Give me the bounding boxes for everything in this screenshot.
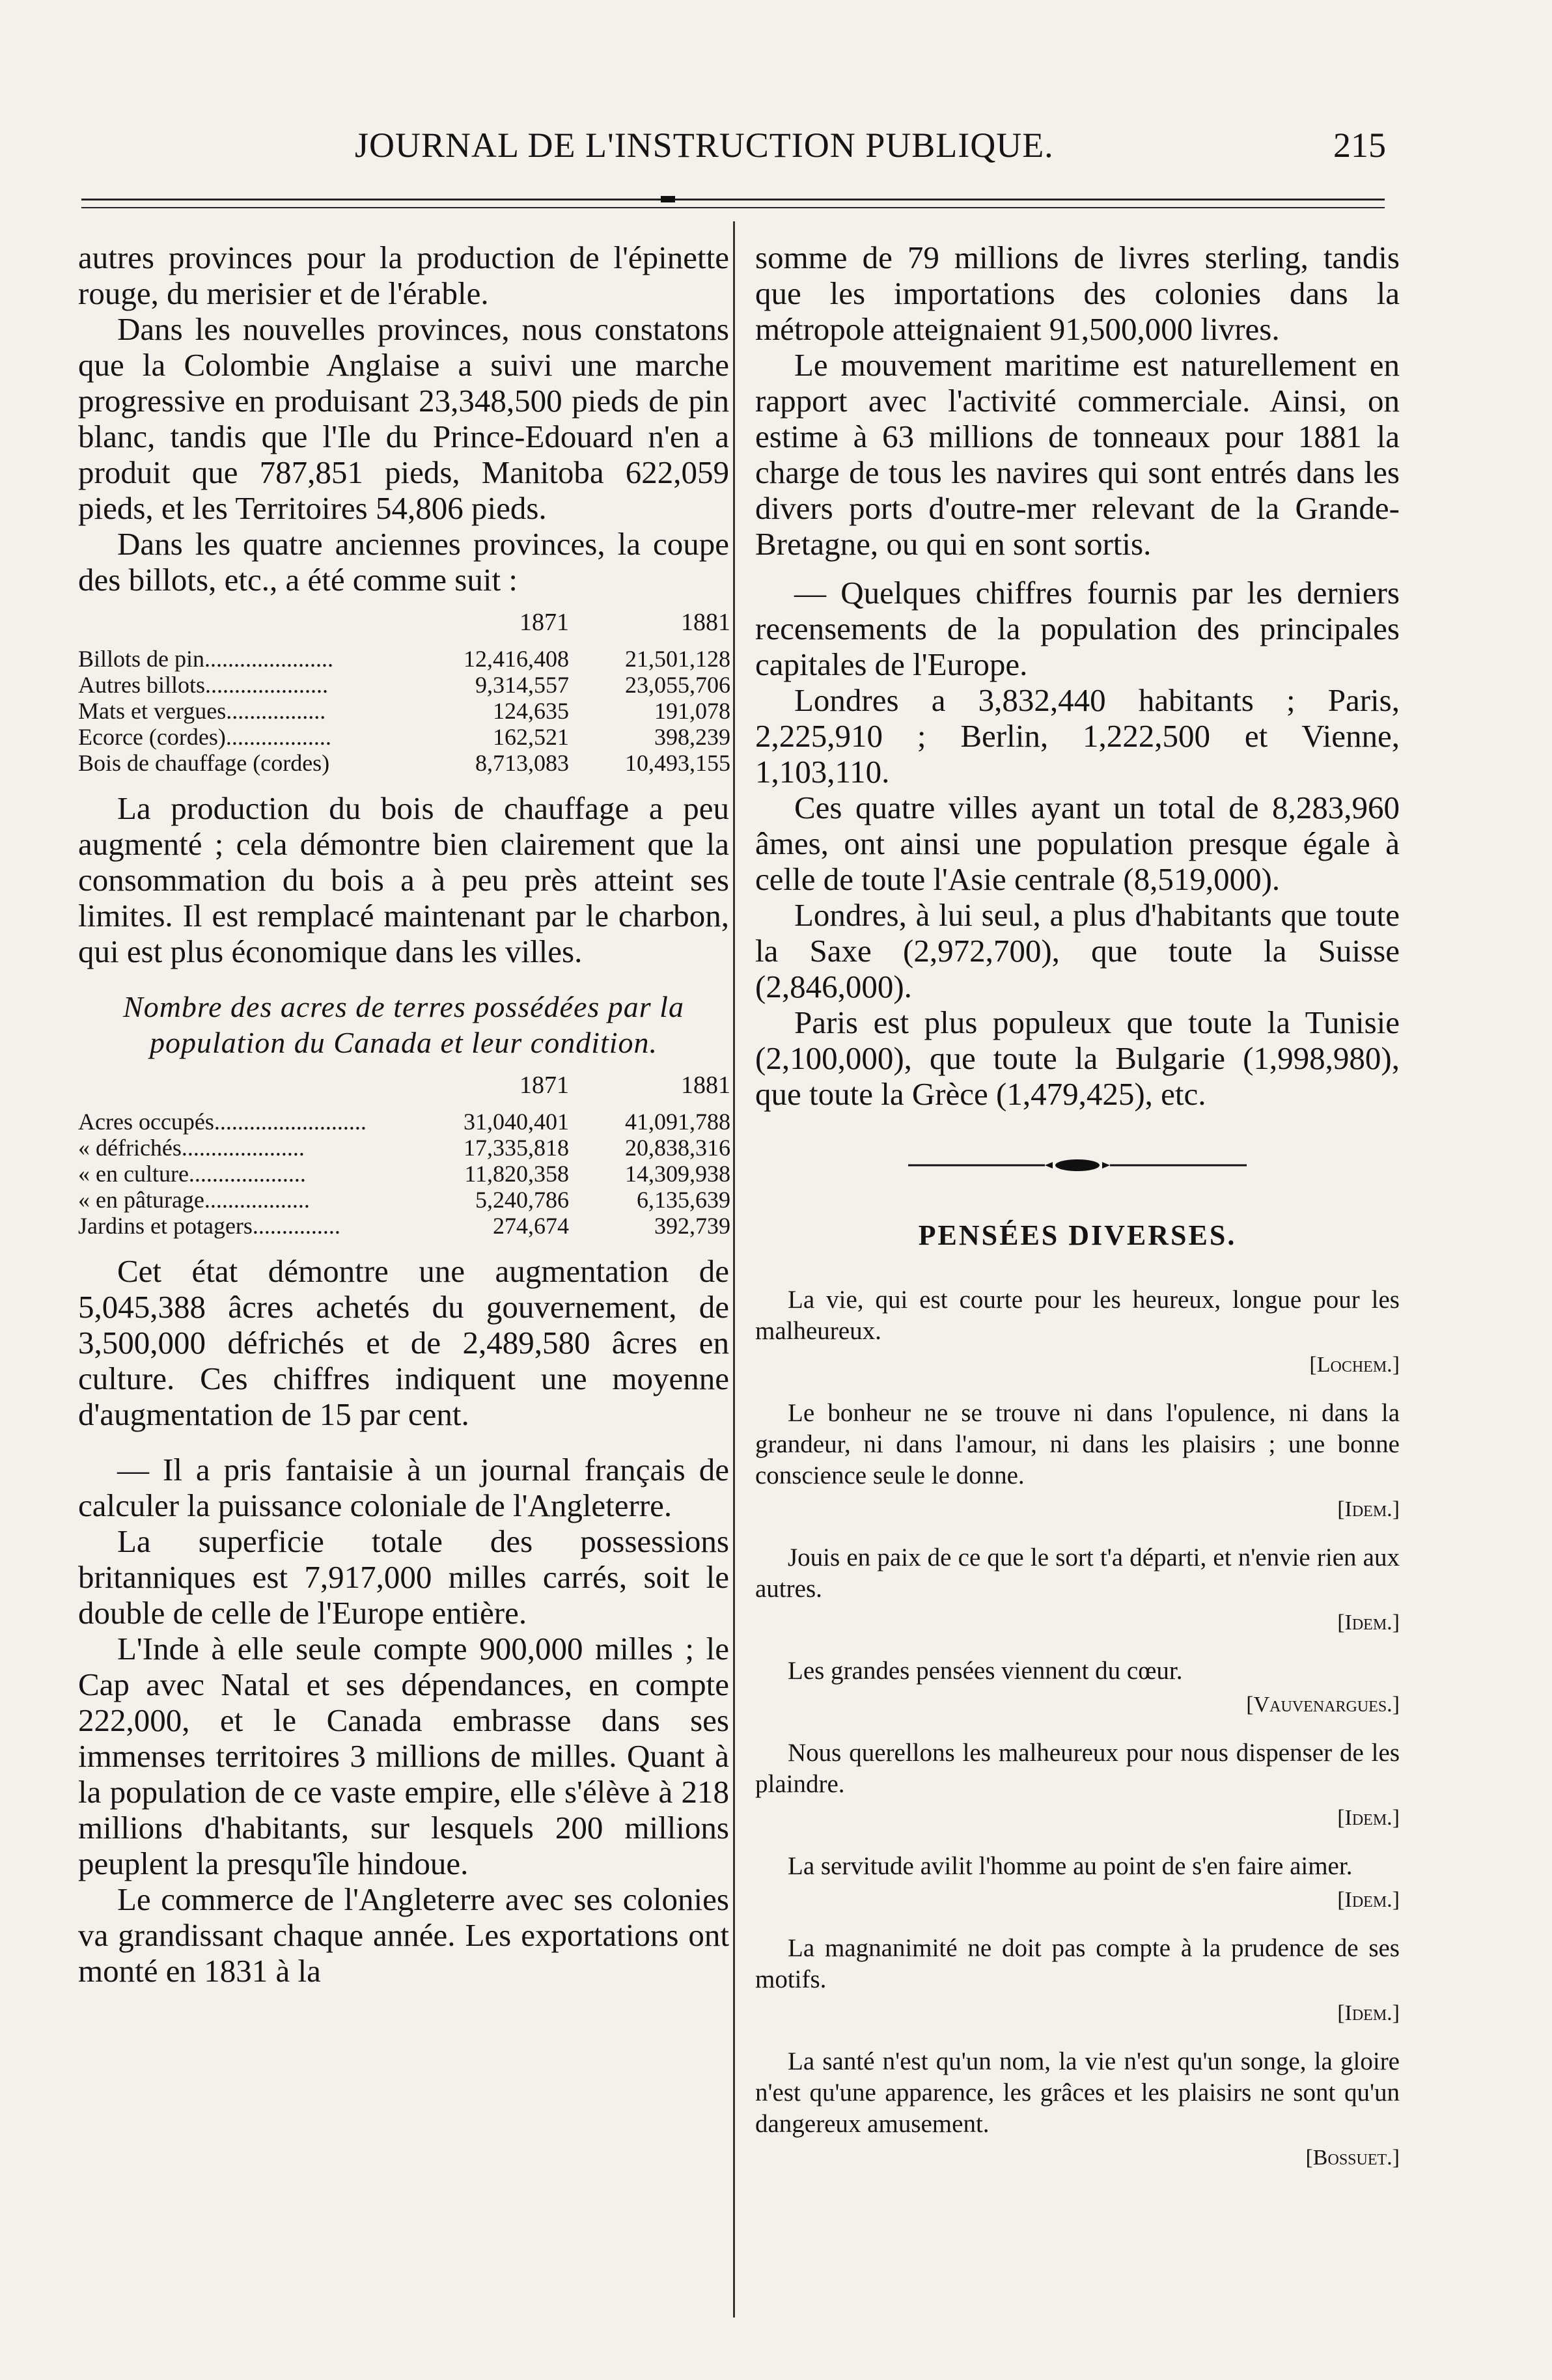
table-row xyxy=(78,1161,736,1187)
running-title: JOURNAL DE L'INSTRUCTION PUBLIQUE. xyxy=(355,126,1054,165)
quote-text: Nous querellons les malheureux pour nous dispenser de les plaindre. xyxy=(755,1739,1400,1798)
quote-text: La vie, qui est courte pour les heureux, longue pour les malheureux. xyxy=(755,1286,1400,1345)
rule-ornament xyxy=(661,196,675,202)
cell-1881: 398,239 xyxy=(654,724,730,750)
cell-1871: 5,240,786 xyxy=(475,1187,569,1213)
quote-source: [Bossuet.] xyxy=(1305,2146,1400,2170)
table-header-row xyxy=(78,1070,736,1109)
paragraph: L'Inde à elle seule compte 900,000 milles ; le Cap avec Natal et ses dépendances, en compte 222,000, et le Canada embrasse dans ses immenses territoires 3 millions de milles. Quant à la population de ce vaste empire, elle s'élève à 218 millions d'habitants, sur lesquels 200 millions peuplent la presqu'île hindoue. xyxy=(78,1631,729,1881)
row-label: « défrichés..................... xyxy=(78,1135,305,1161)
quote xyxy=(755,1737,1400,1833)
quote xyxy=(755,2046,1400,2172)
page-header xyxy=(0,125,1552,184)
year-header: 1871 xyxy=(520,1072,569,1099)
header-rule-thin xyxy=(81,207,1385,208)
paragraph: Dans les quatre anciennes provinces, la coupe des billots, etc., a été comme suit : xyxy=(78,526,729,598)
quote xyxy=(755,1851,1400,1915)
quote-text: Les grandes pensées viennent du cœur. xyxy=(788,1657,1183,1685)
row-label: Ecorce (cordes).................. xyxy=(78,724,331,750)
row-label: « en pâturage.................. xyxy=(78,1187,310,1213)
paragraph: — Quelques chiffres fournis par les derniers recensements de la population des principales capitales de l'Europe. xyxy=(755,575,1400,682)
table-header-spacer xyxy=(78,607,413,646)
page-number: 215 xyxy=(1333,126,1386,165)
row-label: Billots de pin...................... xyxy=(78,646,334,672)
paragraph: — Il a pris fantaisie à un journal français de calculer la puissance coloniale de l'Angleterre. xyxy=(78,1452,729,1523)
cell-1871: 274,674 xyxy=(493,1213,569,1239)
cell-1881: 392,739 xyxy=(654,1213,730,1239)
cell-1871: 8,713,083 xyxy=(475,750,569,776)
quote xyxy=(755,1933,1400,2028)
paragraph: Londres, à lui seul, a plus d'habitants que toute la Saxe (2,972,700), que toute la Suisse (2,846,000). xyxy=(755,897,1400,1004)
quote-source: [Idem.] xyxy=(1337,1497,1400,1521)
right-column xyxy=(755,240,1400,2191)
paragraph: Cet état démontre une augmentation de 5,045,388 âcres achetés du gouvernement, de 3,500,000 défrichés et de 2,489,580 âcres en culture. Ces chiffres indiquent une moyenne d'augmentation de 15 par cent. xyxy=(78,1253,729,1432)
quote-source: [Vauvenargues.] xyxy=(1246,1693,1400,1717)
row-label: Mats et vergues................. xyxy=(78,698,326,724)
year-header: 1871 xyxy=(520,609,569,636)
table-header-row xyxy=(78,607,736,646)
cell-1871: 9,314,557 xyxy=(475,672,569,698)
acreage-table xyxy=(78,1070,736,1239)
quote xyxy=(755,1284,1400,1379)
quote-text: La magnanimité ne doit pas compte à la prudence de ses motifs. xyxy=(755,1934,1400,1993)
paragraph: Paris est plus populeux que toute la Tunisie (2,100,000), que toute la Bulgarie (1,998,980), que toute la Grèce (1,479,425), etc. xyxy=(755,1004,1400,1112)
quote xyxy=(755,1398,1400,1524)
quote-source: [Lochem.] xyxy=(1309,1353,1400,1377)
cell-1871: 31,040,401 xyxy=(464,1109,569,1135)
table-row xyxy=(78,698,736,724)
paragraph: Ces quatre villes ayant un total de 8,283,960 âmes, ont ainsi une population presque égale à celle de toute l'Asie centrale (8,519,000). xyxy=(755,790,1400,897)
quote-text: Le bonheur ne se trouve ni dans l'opulence, ni dans la grandeur, ni dans l'amour, ni dans les plaisirs ; une bonne conscience seule le donne. xyxy=(755,1399,1400,1489)
cell-1881: 41,091,788 xyxy=(625,1109,730,1135)
quote-source: [Idem.] xyxy=(1337,2001,1400,2025)
table-row xyxy=(78,750,736,776)
timber-table xyxy=(78,607,736,776)
row-label: Bois de chauffage (cordes) xyxy=(78,750,330,776)
paragraph: autres provinces pour la production de l'épinette rouge, du merisier et de l'érable. xyxy=(78,240,729,311)
cell-1871: 124,635 xyxy=(493,698,569,724)
column-divider xyxy=(733,221,735,2318)
row-label: Autres billots..................... xyxy=(78,672,328,698)
table-caption: Nombre des acres de terres possédées par la population du Canada et leur condition. xyxy=(123,990,684,1059)
row-label: Jardins et potagers............... xyxy=(78,1213,340,1239)
paragraph: Dans les nouvelles provinces, nous constatons que la Colombie Anglaise a suivi une marche progressive en produisant 23,348,500 pieds de pin blanc, tandis que l'Ile du Prince-Edouard n'en a produit que 787,851 pieds, Manitoba 622,059 pieds, et les Territoires 54,806 pieds. xyxy=(78,311,729,526)
year-header: 1881 xyxy=(681,609,730,636)
cell-1881: 191,078 xyxy=(654,698,730,724)
row-label: « en culture.................... xyxy=(78,1161,306,1187)
quote-text: Jouis en paix de ce que le sort t'a départi, et n'envie rien aux autres. xyxy=(755,1543,1400,1603)
quote-source: [Idem.] xyxy=(1337,1611,1400,1635)
left-column xyxy=(78,240,729,1989)
quote-source: [Idem.] xyxy=(1337,1888,1400,1912)
cell-1871: 11,820,358 xyxy=(464,1161,569,1187)
paragraph: La production du bois de chauffage a peu augmenté ; cela démontre bien clairement que la consommation du bois a à peu près atteint ses limites. Il est remplacé maintenant par le charbon, qui est plus économique dans les villes. xyxy=(78,790,729,969)
cell-1871: 12,416,408 xyxy=(464,646,569,672)
cell-1881: 21,501,128 xyxy=(625,646,730,672)
paragraph: somme de 79 millions de livres sterling, tandis que les importations des colonies dans la métropole atteignaient 91,500,000 livres. xyxy=(755,240,1400,347)
cell-1881: 10,493,155 xyxy=(625,750,730,776)
table-row xyxy=(78,1135,736,1161)
paragraph: Londres a 3,832,440 habitants ; Paris, 2,225,910 ; Berlin, 1,222,500 et Vienne, 1,103,110. xyxy=(755,682,1400,790)
paragraph: Le commerce de l'Angleterre avec ses colonies va grandissant chaque année. Les exportations ont monté en 1831 à la xyxy=(78,1881,729,1989)
section-heading: PENSÉES DIVERSES. xyxy=(918,1219,1237,1251)
quote-text: La santé n'est qu'un nom, la vie n'est qu'un songe, la gloire n'est qu'une apparence, les grâces et les plaisirs ne sont qu'un dangereux amusement. xyxy=(755,2047,1400,2138)
paragraph: Le mouvement maritime est naturellement en rapport avec l'activité commerciale. Ainsi, on estime à 63 millions de tonneaux pour 1881 la charge de tous les navires qui sont entrés dans les divers ports d'outre-mer relevant de la Grande-Bretagne, ou qui en sont sortis. xyxy=(755,347,1400,562)
table-row xyxy=(78,1213,736,1239)
row-label: Acres occupés.......................... xyxy=(78,1109,367,1135)
cell-1871: 17,335,818 xyxy=(464,1135,569,1161)
quote xyxy=(755,1655,1400,1719)
table-row xyxy=(78,672,736,698)
cell-1871: 162,521 xyxy=(493,724,569,750)
cell-1881: 23,055,706 xyxy=(625,672,730,698)
table-row xyxy=(78,724,736,750)
header-rule xyxy=(81,199,1385,201)
table-row xyxy=(78,646,736,672)
quote xyxy=(755,1542,1400,1637)
quote-source: [Idem.] xyxy=(1337,1806,1400,1830)
cell-1881: 6,135,639 xyxy=(637,1187,730,1213)
table-row xyxy=(78,1187,736,1213)
table-header-spacer xyxy=(78,1070,413,1109)
table-row xyxy=(78,1109,736,1135)
year-header: 1881 xyxy=(681,1072,730,1099)
quote-text: La servitude avilit l'homme au point de s'en faire aimer. xyxy=(788,1852,1353,1880)
paragraph: La superficie totale des possessions britanniques est 7,917,000 milles carrés, soit le double de celle de l'Europe entière. xyxy=(78,1523,729,1631)
cell-1881: 14,309,938 xyxy=(625,1161,730,1187)
cell-1881: 20,838,316 xyxy=(625,1135,730,1161)
section-ornament xyxy=(908,1157,1247,1173)
